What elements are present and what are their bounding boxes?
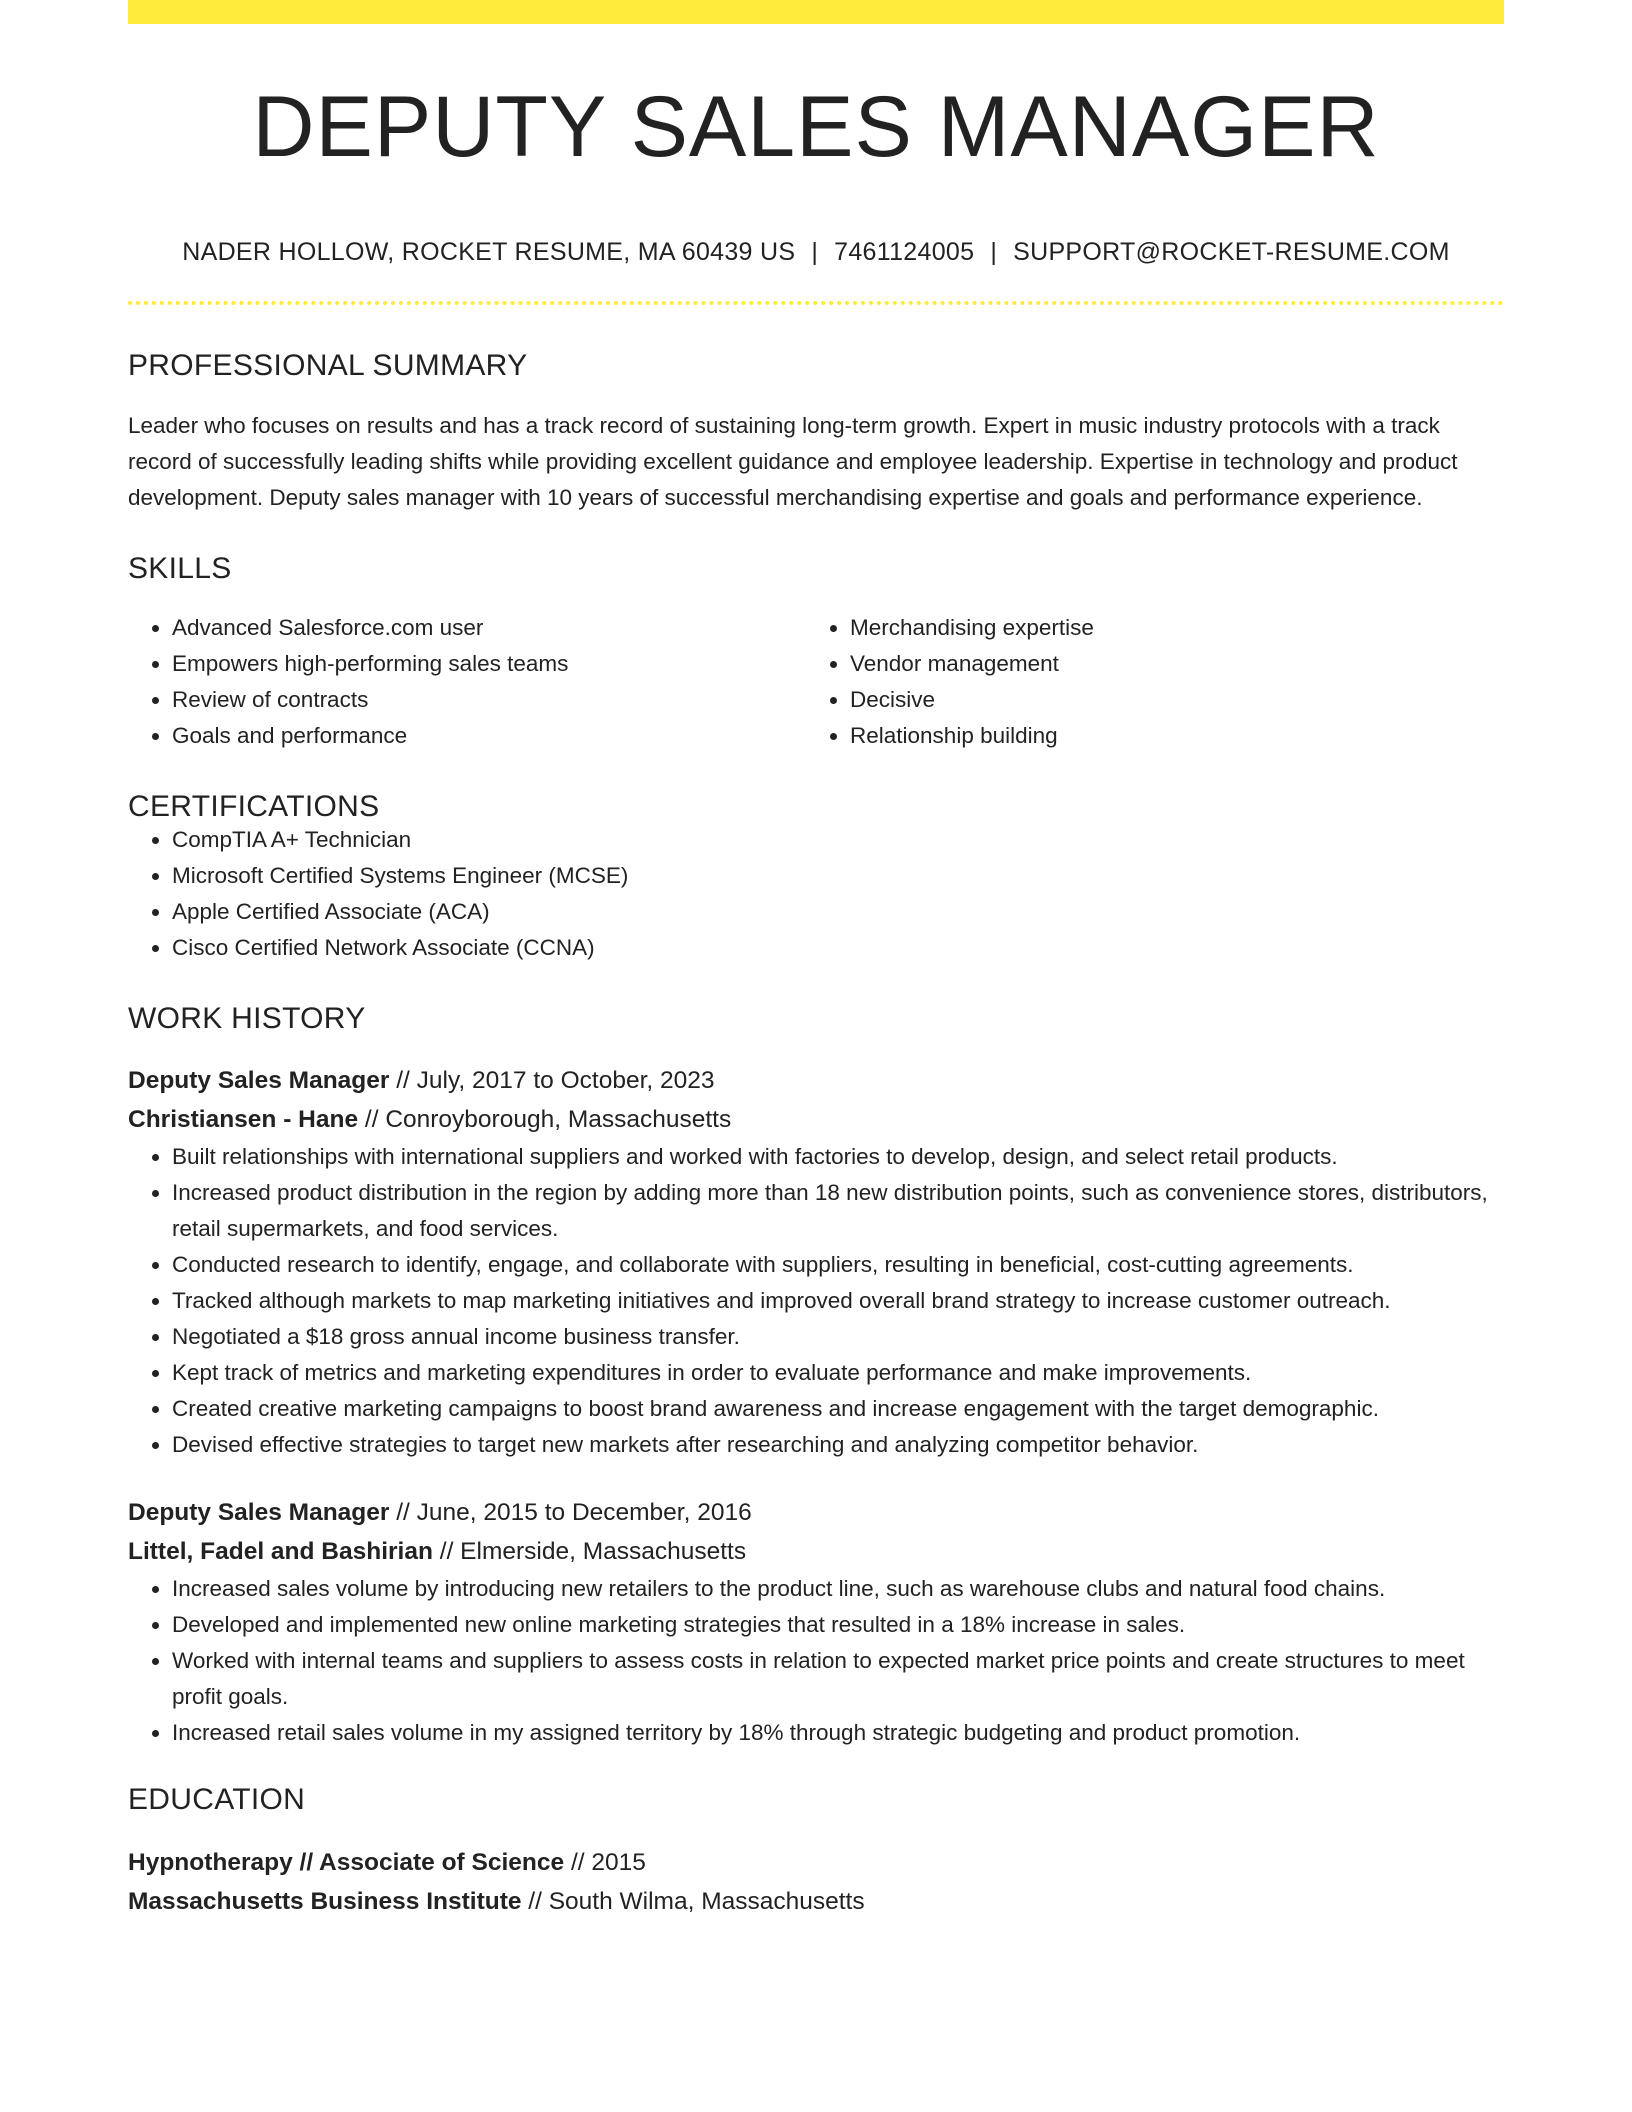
job-bullet: • Worked with internal teams and suppliers to assess costs in relation to expected market price points and create structures to meet profit goals. [172,1643,1504,1715]
job-bullet: • Developed and implemented new online marketing strategies that resulted in a 18% increase in sales. [172,1607,1504,1643]
summary-text: Leader who focuses on results and has a track record of sustaining long-term growth. Expert in music industry protocols with a track record of successfully leading shifts while providing excellent guidance and employee leadership. Expertise in technology and product development. Deputy sales manager with 10 years of successful merchandising expertise and goals and performance experience. [128,413,1458,510]
skill-item: • Goals and performance [172,718,806,754]
work-history-heading: WORK HISTORY [128,1002,366,1035]
certification-item: • Apple Certified Associate (ACA) [172,894,1504,930]
education-heading: EDUCATION [128,1783,306,1816]
job-bullets [128,1571,1504,1751]
job-bullet: • Conducted research to identify, engage, and collaborate with suppliers, resulting in beneficial, cost-cutting agreements. [172,1247,1504,1283]
contact-line [128,238,1504,267]
header-divider [128,301,1504,305]
contact-separator: | [990,238,998,266]
education-year: // 2015 [564,1849,646,1876]
job-bullets [128,1139,1504,1463]
contact-address: NADER HOLLOW, ROCKET RESUME, MA 60439 US [182,238,796,266]
education-location: // South Wilma, Massachusetts [521,1888,865,1915]
job-bullet: • Increased sales volume by introducing new retailers to the product line, such as warehouse clubs and natural food chains. [172,1571,1504,1607]
skill-item: • Merchandising expertise [850,610,1484,646]
job-bullet: • Increased product distribution in the region by adding more than 18 new distribution points, such as convenience stores, distributors, retail supermarkets, and food services. [172,1175,1504,1247]
job-bullet: • Built relationships with international suppliers and worked with factories to develop, design, and select retail products. [172,1139,1504,1175]
skill-item: • Review of contracts [172,682,806,718]
summary-heading: PROFESSIONAL SUMMARY [128,349,528,382]
job-bullet: • Negotiated a $18 gross annual income business transfer. [172,1319,1504,1355]
certifications-heading: CERTIFICATIONS [128,790,380,823]
certification-item: • Microsoft Certified Systems Engineer (MCSE) [172,858,1504,894]
job-bullet: • Increased retail sales volume in my assigned territory by 18% through strategic budgeting and product promotion. [172,1715,1504,1751]
skill-item: • Advanced Salesforce.com user [172,610,806,646]
resume-page [128,0,1504,1921]
certifications-list [128,822,1504,966]
certification-item: • CompTIA A+ Technician [172,822,1504,858]
contact-phone: 7461124005 [834,238,975,266]
job-company: Littel, Fadel and Bashirian [128,1538,433,1565]
job-dates: // July, 2017 to October, 2023 [389,1067,715,1094]
skills-heading: SKILLS [128,552,232,585]
education-degree: Hypnotherapy // Associate of Science [128,1849,565,1876]
contact-separator: | [811,238,819,266]
job-bullet: • Devised effective strategies to target new markets after researching and analyzing competitor behavior. [172,1427,1504,1463]
top-accent-bar [128,0,1504,24]
job-bullet: • Created creative marketing campaigns to boost brand awareness and increase engagement with the target demographic. [172,1391,1504,1427]
contact-email: SUPPORT@ROCKET-RESUME.COM [1013,238,1450,266]
skills-column-right [806,610,1484,754]
job-location: // Elmerside, Massachusetts [432,1538,747,1565]
skill-item: • Vendor management [850,646,1484,682]
job-title: Deputy Sales Manager [128,1499,390,1526]
job-location: // Conroyborough, Massachusetts [358,1106,732,1133]
education-degree-line [128,1843,1504,1882]
job-bullet: • Tracked although markets to map marketing initiatives and improved overall brand strategy to increase customer outreach. [172,1283,1504,1319]
job-company-line [128,1532,1504,1571]
skills-grid [128,610,1504,754]
job-title-line [128,1061,1504,1100]
certification-item: • Cisco Certified Network Associate (CCNA) [172,930,1504,966]
education-school: Massachusetts Business Institute [128,1888,522,1915]
skill-item: • Empowers high-performing sales teams [172,646,806,682]
skills-column-left [128,610,806,754]
skills-list-right [806,610,1484,754]
job-bullet: • Kept track of metrics and marketing expenditures in order to evaluate performance and make improvements. [172,1355,1504,1391]
skill-item: • Relationship building [850,718,1484,754]
job-title: Deputy Sales Manager [128,1067,390,1094]
job-dates: // June, 2015 to December, 2016 [389,1499,752,1526]
skills-list-left [128,610,806,754]
job-company-line [128,1100,1504,1139]
job-title-line [128,1493,1504,1532]
skill-item: • Decisive [850,682,1484,718]
education-school-line [128,1882,1504,1921]
job-company: Christiansen - Hane [128,1106,359,1133]
resume-title: DEPUTY SALES MANAGER [252,79,1380,175]
